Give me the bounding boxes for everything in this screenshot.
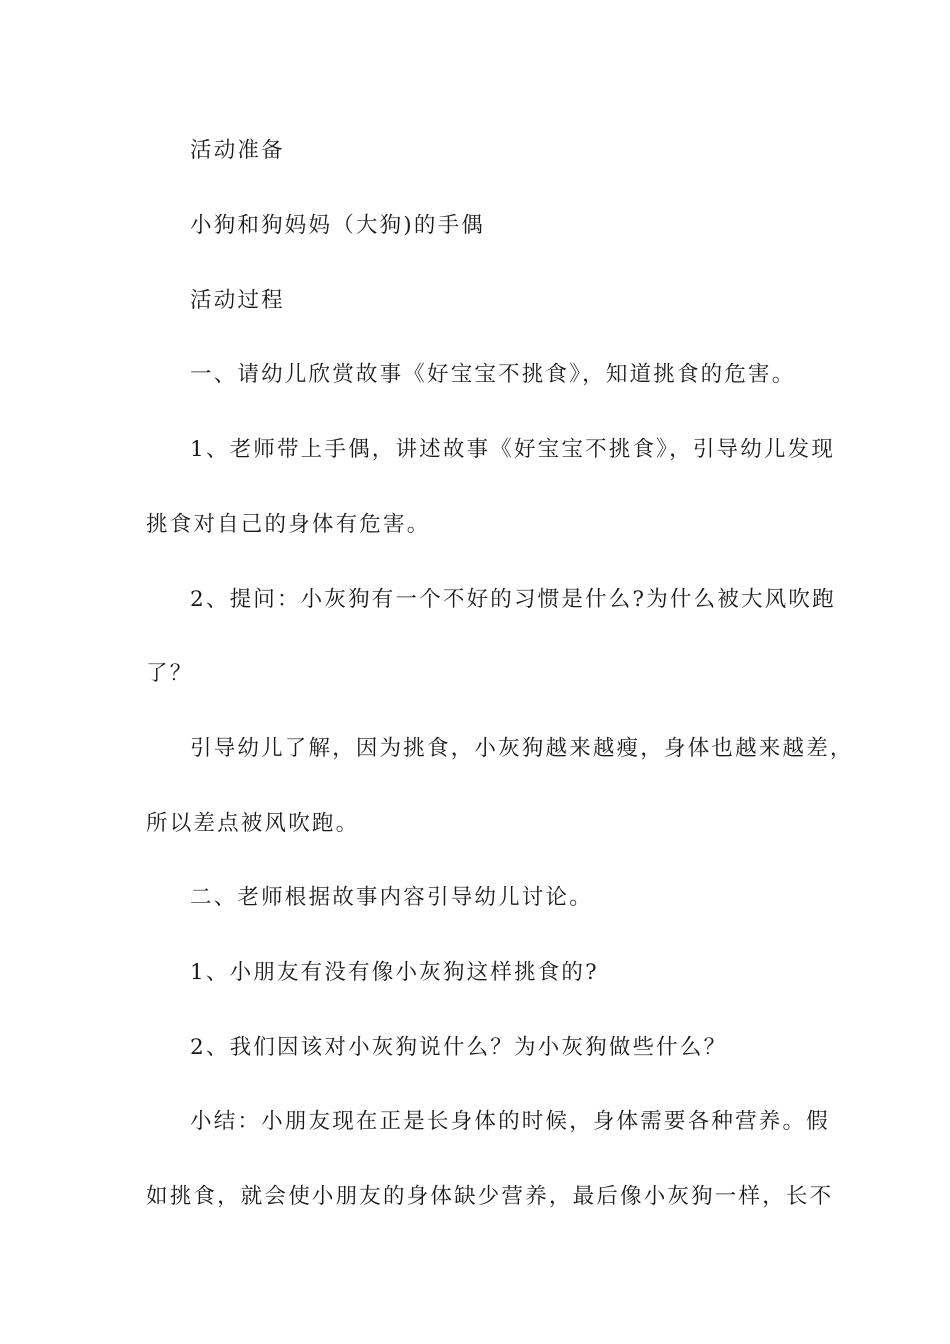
discussion-question-1: 1、小朋友有没有像小灰狗这样挑食的? [190, 960, 599, 985]
heading-activity-process: 活动过程 [190, 288, 285, 313]
section-one-title: 一、请幼儿欣赏故事《好宝宝不挑食》，知道挑食的危害。 [190, 362, 796, 387]
step-1-line-2: 挑食对自己的身体有危害。 [146, 512, 431, 537]
section-two-title: 二、老师根据故事内容引导幼儿讨论。 [190, 885, 593, 910]
guidance-line-1: 引导幼儿了解，因为挑食，小灰狗越来越瘦，身体也越来越差， [190, 736, 854, 761]
preparation-materials: 小狗和狗妈妈（大狗)的手偶 [190, 213, 485, 238]
summary-line-2: 如挑食，就会使小朋友的身体缺少营养，最后像小灰狗一样，长不 [146, 1184, 834, 1209]
heading-activity-preparation: 活动准备 [190, 138, 285, 163]
summary-line-1: 小结：小朋友现在正是长身体的时候，身体需要各种营养。假 [190, 1109, 830, 1134]
step-2-line-1: 2、提问：小灰狗有一个不好的习惯是什么?为什么被大风吹跑 [190, 587, 836, 612]
step-2-line-2: 了？ [146, 661, 194, 686]
step-1-line-1: 1、老师带上手偶，讲述故事《好宝宝不挑食》，引导幼儿发现 [190, 437, 836, 462]
guidance-line-2: 所以差点被风吹跑。 [146, 811, 360, 836]
discussion-question-2: 2、我们因该对小灰狗说什么？为小灰狗做些什么？ [190, 1035, 728, 1060]
